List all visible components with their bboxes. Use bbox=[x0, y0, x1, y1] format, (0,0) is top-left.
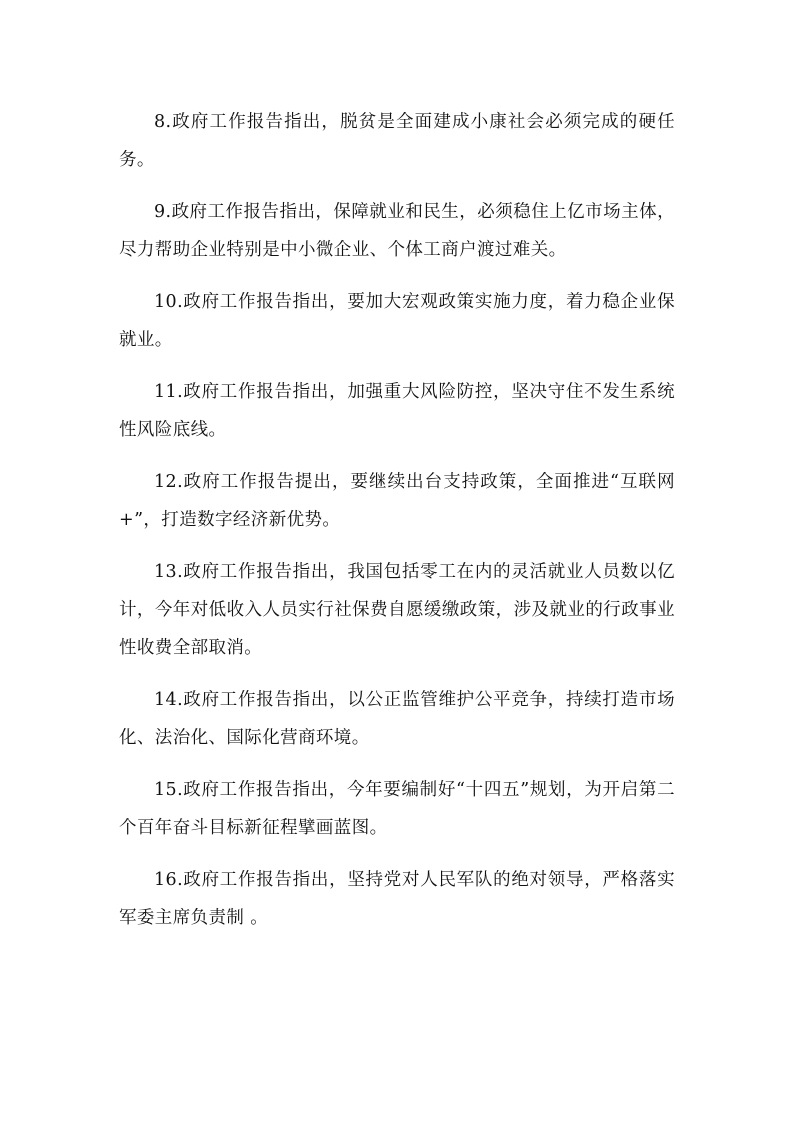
paragraph-item-12: 12.政府工作报告提出，要继续出台支持政策，全面推进“互联网+”，打造数字经济新优势。 bbox=[119, 472, 675, 530]
paragraph-item-10: 10.政府工作报告指出，要加大宏观政策实施力度，着力稳企业保就业。 bbox=[119, 292, 675, 350]
paragraph-item-13: 13.政府工作报告指出，我国包括零工在内的灵活就业人员数以亿计，今年对低收入人员实行社保费自愿缓缴政策，涉及就业的行政事业性收费全部取消。 bbox=[119, 562, 675, 658]
paragraph-item-9: 9.政府工作报告指出，保障就业和民生，必须稳住上亿市场主体，尽力帮助企业特别是中小微企业、个体工商户渡过难关。 bbox=[119, 202, 675, 260]
document-body bbox=[119, 103, 675, 937]
paragraph-item-16: 16.政府工作报告指出，坚持党对人民军队的绝对领导，严格落实 军委主席负责制 。 bbox=[119, 870, 675, 928]
paragraph-item-15: 15.政府工作报告指出，今年要编制好“十四五”规划，为开启第二个百年奋斗目标新征程擘画蓝图。 bbox=[119, 780, 675, 838]
paragraph-item-11: 11.政府工作报告指出，加强重大风险防控，坚决守住不发生系统性风险底线。 bbox=[119, 382, 675, 440]
paragraph-item-14: 14.政府工作报告指出，以公正监管维护公平竞争，持续打造市场化、法治化、国际化营商环境。 bbox=[119, 690, 675, 748]
paragraph-item-8: 8.政府工作报告指出，脱贫是全面建成小康社会必须完成的硬任务。 bbox=[119, 112, 675, 170]
